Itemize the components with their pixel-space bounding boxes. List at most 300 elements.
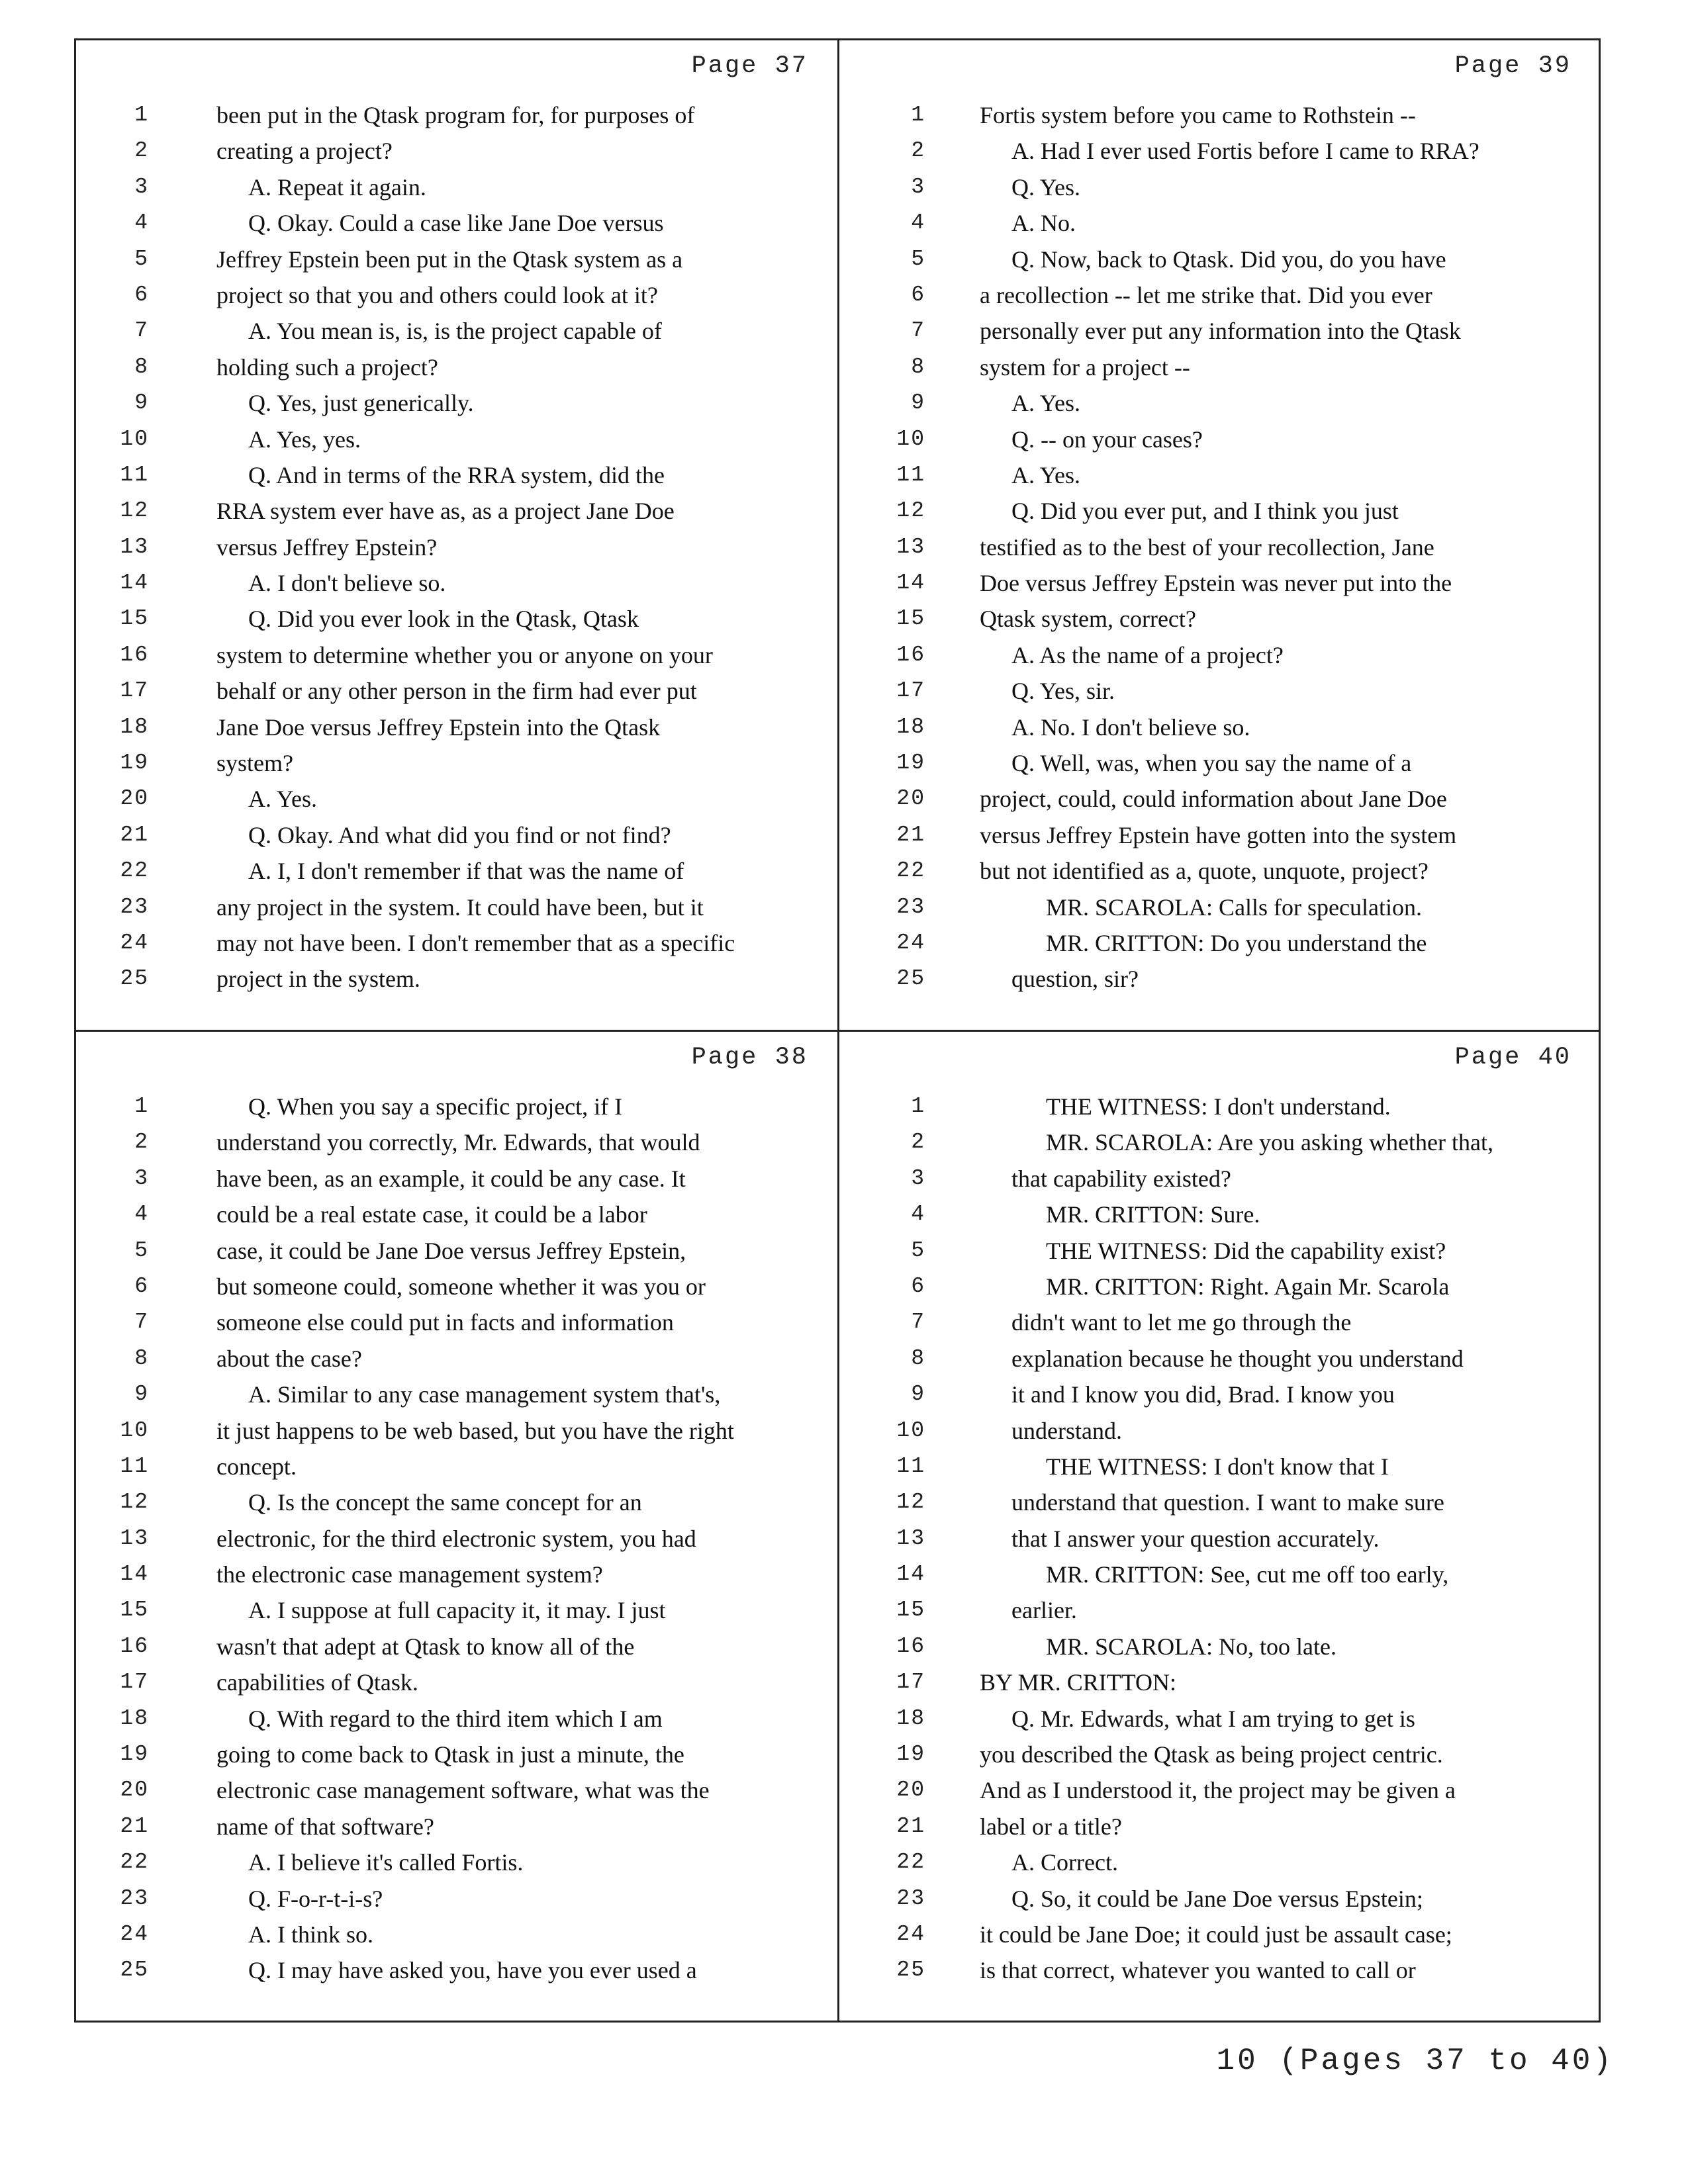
line-text: Q. Well, was, when you say the name of a (1011, 750, 1412, 777)
line-text: system to determine whether you or anyone on your (216, 641, 713, 668)
transcript-sheet (74, 38, 1601, 2023)
line-text: And as I understood it, the project may be given a (980, 1777, 1456, 1804)
page-37-panel (76, 40, 837, 1030)
line-number: 4 (134, 1202, 149, 1227)
transcript-line (839, 1414, 1601, 1450)
transcript-line (839, 1522, 1601, 1558)
line-number: 2 (911, 1130, 925, 1155)
line-text: Q. -- on your cases? (1011, 426, 1203, 453)
line-text: about the case? (216, 1345, 362, 1372)
line-text: Q. So, it could be Jane Doe versus Epstein; (1011, 1885, 1423, 1912)
line-number: 11 (896, 462, 925, 487)
page-40-lines (839, 1090, 1601, 1990)
line-text: holding such a project? (216, 353, 438, 381)
line-number: 7 (911, 318, 925, 343)
line-text: it could be Jane Doe; it could just be assault case; (980, 1921, 1452, 1948)
transcript-line (76, 1486, 837, 1522)
line-number: 8 (134, 1345, 149, 1371)
line-text: MR. SCAROLA: Are you asking whether that, (1046, 1129, 1493, 1156)
page-range-footer: 10 (Pages 37 to 40) (1216, 2044, 1614, 2078)
line-text: Q. Yes. (1011, 173, 1081, 201)
transcript-line (76, 1882, 837, 1918)
line-number: 22 (896, 1850, 925, 1875)
transcript-line (839, 314, 1601, 350)
transcript-line (839, 351, 1601, 387)
line-text: is that correct, whatever you wanted to call or (980, 1957, 1416, 1984)
line-number: 16 (896, 642, 925, 667)
line-number: 3 (911, 1165, 925, 1191)
line-text: Q. And in terms of the RRA system, did the (248, 461, 665, 488)
transcript-line (76, 1594, 837, 1629)
line-number: 9 (134, 1382, 149, 1407)
line-number: 21 (896, 1813, 925, 1839)
line-number: 7 (134, 1310, 149, 1335)
line-number: 18 (896, 1706, 925, 1731)
transcript-line (839, 1630, 1601, 1666)
line-text: A. I believe it's called Fortis. (248, 1849, 524, 1876)
transcript-line (839, 1738, 1601, 1774)
transcript-line (76, 1954, 837, 1989)
transcript-line (839, 171, 1601, 206)
line-number: 18 (120, 1706, 149, 1731)
page-39-panel (839, 40, 1601, 1030)
line-text: Q. Yes, sir. (1011, 678, 1115, 705)
line-text: MR. SCAROLA: Calls for speculation. (1046, 893, 1422, 921)
line-number: 20 (896, 1778, 925, 1803)
line-text: project, could, could information about Jane Doe (980, 786, 1447, 813)
line-number: 19 (120, 751, 149, 776)
line-number: 15 (120, 606, 149, 631)
line-number: 6 (134, 282, 149, 307)
transcript-line (76, 1918, 837, 1954)
transcript-line (76, 206, 837, 242)
line-text: Q. Is the concept the same concept for an (248, 1489, 642, 1516)
transcript-line (76, 1342, 837, 1378)
line-text: system for a project -- (980, 353, 1190, 381)
transcript-line (76, 927, 837, 962)
page-38-panel (76, 1032, 837, 2021)
line-number: 6 (911, 282, 925, 307)
line-text: MR. CRITTON: Sure. (1046, 1201, 1260, 1228)
transcript-line (839, 1198, 1601, 1234)
line-number: 5 (911, 246, 925, 271)
transcript-line (76, 134, 837, 170)
line-text: A. You mean is, is, is the project capable of (248, 318, 662, 345)
line-text: A. Yes. (248, 786, 318, 813)
line-text: any project in the system. It could have been, but it (216, 893, 704, 921)
line-text: going to come back to Qtask in just a minute, the (216, 1741, 684, 1768)
line-text: been put in the Qtask program for, for purposes of (216, 102, 695, 128)
line-number: 19 (896, 751, 925, 776)
line-number: 4 (911, 1202, 925, 1227)
transcript-line (839, 134, 1601, 170)
line-number: 23 (896, 1886, 925, 1911)
transcript-line (839, 639, 1601, 674)
transcript-line (76, 602, 837, 638)
line-text: the electronic case management system? (216, 1561, 603, 1588)
line-text: have been, as an example, it could be any case. It (216, 1165, 686, 1192)
line-number: 22 (120, 858, 149, 884)
line-number: 14 (896, 1562, 925, 1587)
line-text: Jeffrey Epstein been put in the Qtask system as a (216, 246, 683, 273)
transcript-line (839, 423, 1601, 459)
line-number: 21 (896, 822, 925, 847)
transcript-line (76, 494, 837, 530)
line-number: 11 (120, 1453, 149, 1479)
line-text: THE WITNESS: I don't understand. (1046, 1093, 1391, 1120)
line-number: 4 (911, 210, 925, 236)
transcript-line (839, 1090, 1601, 1126)
line-text: A. I, I don't remember if that was the name of (248, 858, 684, 885)
line-number: 11 (120, 462, 149, 487)
line-text: A. I suppose at full capacity it, it may. I just (248, 1597, 666, 1624)
line-text: it just happens to be web based, but you have the right (216, 1417, 734, 1444)
line-number: 1 (134, 103, 149, 127)
line-text: versus Jeffrey Epstein? (216, 533, 438, 561)
line-number: 13 (120, 534, 149, 559)
line-text: understand that question. I want to make sure (1011, 1489, 1444, 1516)
transcript-line (839, 1342, 1601, 1378)
line-number: 23 (120, 894, 149, 919)
transcript-line (76, 962, 837, 998)
transcript-line (76, 1558, 837, 1594)
transcript-line (839, 1954, 1601, 1989)
line-number: 17 (896, 1670, 925, 1695)
line-number: 3 (911, 174, 925, 199)
transcript-line (76, 1414, 837, 1450)
line-text: project in the system. (216, 966, 420, 993)
line-text: A. Yes. (1011, 461, 1081, 488)
transcript-line (76, 639, 837, 674)
line-text: testified as to the best of your recollection, Jane (980, 533, 1434, 561)
transcript-line (839, 387, 1601, 422)
line-number: 6 (134, 1273, 149, 1298)
line-number: 24 (120, 930, 149, 955)
transcript-line (839, 1126, 1601, 1161)
page-39-label: Page 39 (1454, 52, 1571, 80)
line-text: Q. F-o-r-t-i-s? (248, 1885, 383, 1912)
line-text: Q. Okay. Could a case like Jane Doe versus (248, 210, 664, 237)
line-number: 2 (911, 138, 925, 163)
line-text: capabilities of Qtask. (216, 1669, 418, 1696)
transcript-line (76, 711, 837, 747)
page-37-label: Page 37 (691, 52, 808, 80)
line-number: 5 (134, 1238, 149, 1263)
transcript-line (76, 1378, 837, 1414)
line-text: Q. Did you ever look in the Qtask, Qtask (248, 606, 639, 633)
transcript-line (839, 1486, 1601, 1522)
page-37-lines (76, 99, 837, 999)
transcript-line (839, 1594, 1601, 1629)
transcript-line (76, 459, 837, 494)
line-text: but not identified as a, quote, unquote, project? (980, 858, 1429, 885)
line-number: 15 (896, 606, 925, 631)
transcript-line (839, 279, 1601, 314)
transcript-line (76, 782, 837, 818)
line-text: it and I know you did, Brad. I know you (1011, 1381, 1395, 1408)
transcript-line (76, 99, 837, 134)
line-number: 20 (120, 1778, 149, 1803)
line-number: 8 (911, 1345, 925, 1371)
line-text: system? (216, 750, 293, 777)
transcript-line (839, 1558, 1601, 1594)
line-number: 7 (911, 1310, 925, 1335)
line-text: name of that software? (216, 1813, 434, 1840)
line-number: 17 (120, 678, 149, 704)
line-number: 1 (911, 1094, 925, 1118)
line-number: 12 (896, 498, 925, 523)
line-text: Q. With regard to the third item which I am (248, 1705, 663, 1732)
line-number: 25 (120, 966, 149, 991)
transcript-line (76, 1270, 837, 1306)
line-text: A. Yes. (1011, 390, 1081, 417)
line-number: 13 (896, 1525, 925, 1551)
line-text: may not have been. I don't remember that as a specific (216, 929, 735, 956)
line-text: creating a project? (216, 138, 393, 165)
transcript-line (839, 1270, 1601, 1306)
line-number: 13 (120, 1525, 149, 1551)
line-text: that I answer your question accurately. (1011, 1525, 1380, 1552)
transcript-line (76, 1774, 837, 1809)
transcript-line (839, 99, 1601, 134)
line-number: 25 (120, 1958, 149, 1983)
transcript-line (839, 674, 1601, 710)
line-number: 14 (120, 570, 149, 596)
line-number: 12 (120, 1490, 149, 1515)
line-text: Q. Mr. Edwards, what I am trying to get is (1011, 1705, 1415, 1732)
transcript-line (76, 1522, 837, 1558)
line-text: a recollection -- let me strike that. Did you ever (980, 281, 1432, 308)
line-number: 15 (120, 1598, 149, 1623)
line-text: Q. Okay. And what did you find or not find? (248, 821, 671, 848)
line-number: 9 (911, 1382, 925, 1407)
line-number: 10 (896, 1418, 925, 1443)
transcript-line (839, 567, 1601, 602)
line-text: versus Jeffrey Epstein have gotten into the system (980, 821, 1457, 848)
line-number: 12 (120, 498, 149, 523)
line-number: 9 (134, 390, 149, 416)
line-text: THE WITNESS: Did the capability exist? (1046, 1237, 1446, 1264)
transcript-line (839, 891, 1601, 927)
line-number: 10 (120, 1418, 149, 1443)
line-number: 16 (896, 1633, 925, 1659)
transcript-line (839, 1450, 1601, 1486)
transcript-line (839, 962, 1601, 998)
transcript-line (839, 854, 1601, 890)
transcript-line (76, 1846, 837, 1882)
line-text: Q. When you say a specific project, if I (248, 1093, 623, 1120)
line-text: understand. (1011, 1417, 1122, 1444)
transcript-line (76, 387, 837, 422)
line-number: 23 (896, 894, 925, 919)
line-text: electronic, for the third electronic system, you had (216, 1525, 696, 1552)
line-text: A. Correct. (1011, 1849, 1118, 1876)
page-38-lines (76, 1090, 837, 1990)
transcript-line (76, 1234, 837, 1270)
line-number: 5 (134, 246, 149, 271)
line-text: MR. CRITTON: Right. Again Mr. Scarola (1046, 1273, 1450, 1300)
line-text: Qtask system, correct? (980, 606, 1196, 633)
line-number: 19 (896, 1742, 925, 1767)
line-text: label or a title? (980, 1813, 1122, 1840)
line-number: 17 (120, 1670, 149, 1695)
transcript-line (839, 1378, 1601, 1414)
line-text: MR. CRITTON: Do you understand the (1046, 929, 1427, 956)
line-number: 22 (896, 858, 925, 884)
transcript-line (76, 243, 837, 279)
transcript-line (839, 1774, 1601, 1809)
line-text: didn't want to let me go through the (1011, 1309, 1352, 1336)
line-number: 16 (120, 1633, 149, 1659)
line-text: Doe versus Jeffrey Epstein was never put into the (980, 570, 1452, 597)
transcript-line (839, 782, 1601, 818)
line-number: 8 (134, 354, 149, 379)
transcript-line (839, 1882, 1601, 1918)
line-number: 11 (896, 1453, 925, 1479)
line-number: 2 (134, 138, 149, 163)
line-text: electronic case management software, what was the (216, 1777, 710, 1804)
line-number: 5 (911, 1238, 925, 1263)
transcript-line (839, 711, 1601, 747)
line-text: A. I don't believe so. (248, 570, 446, 597)
line-number: 14 (120, 1562, 149, 1587)
line-number: 3 (134, 174, 149, 199)
line-text: question, sir? (1011, 966, 1139, 993)
transcript-line (76, 1090, 837, 1126)
line-number: 14 (896, 570, 925, 596)
transcript-line (76, 819, 837, 854)
line-number: 24 (896, 930, 925, 955)
line-number: 25 (896, 1958, 925, 1983)
line-text: Q. I may have asked you, have you ever used a (248, 1957, 697, 1984)
line-text: earlier. (1011, 1597, 1077, 1624)
line-number: 2 (134, 1130, 149, 1155)
line-number: 21 (120, 822, 149, 847)
line-number: 8 (911, 354, 925, 379)
transcript-line (839, 494, 1601, 530)
line-number: 19 (120, 1742, 149, 1767)
transcript-line (76, 1666, 837, 1702)
transcript-line (76, 171, 837, 206)
line-number: 10 (896, 426, 925, 451)
transcript-line (76, 351, 837, 387)
line-text: personally ever put any information into the Qtask (980, 318, 1461, 345)
page-39-lines (839, 99, 1601, 999)
transcript-line (839, 1234, 1601, 1270)
line-number: 21 (120, 1813, 149, 1839)
transcript-line (839, 459, 1601, 494)
transcript-line (839, 1918, 1601, 1954)
transcript-line (76, 567, 837, 602)
transcript-line (839, 1846, 1601, 1882)
line-number: 15 (896, 1598, 925, 1623)
line-text: Q. Now, back to Qtask. Did you, do you have (1011, 246, 1446, 273)
line-number: 20 (120, 786, 149, 811)
line-text: someone else could put in facts and information (216, 1309, 674, 1336)
line-text: A. Repeat it again. (248, 173, 426, 201)
transcript-line (76, 854, 837, 890)
page-40-panel (839, 1032, 1601, 2021)
transcript-line (76, 279, 837, 314)
line-text: RRA system ever have as, as a project Jane Doe (216, 498, 675, 525)
transcript-line (839, 531, 1601, 567)
line-number: 1 (911, 103, 925, 127)
line-number: 23 (120, 1886, 149, 1911)
line-number: 25 (896, 966, 925, 991)
line-number: 24 (896, 1921, 925, 1946)
transcript-line (76, 423, 837, 459)
line-text: A. I think so. (248, 1921, 373, 1948)
transcript-line (839, 206, 1601, 242)
transcript-line (839, 819, 1601, 854)
line-text: A. Had I ever used Fortis before I came to RRA? (1011, 138, 1479, 165)
transcript-line (839, 243, 1601, 279)
transcript-line (76, 1126, 837, 1161)
line-text: A. Similar to any case management system that's, (248, 1381, 721, 1408)
transcript-line (839, 602, 1601, 638)
page-38-label: Page 38 (691, 1044, 808, 1071)
line-text: understand you correctly, Mr. Edwards, that would (216, 1129, 700, 1156)
line-number: 6 (911, 1273, 925, 1298)
line-number: 22 (120, 1850, 149, 1875)
line-text: wasn't that adept at Qtask to know all of the (216, 1633, 635, 1660)
line-text: could be a real estate case, it could be a labor (216, 1201, 647, 1228)
line-text: Fortis system before you came to Rothstein -- (980, 102, 1416, 128)
line-number: 10 (120, 426, 149, 451)
transcript-line (839, 1666, 1601, 1702)
transcript-line (76, 1198, 837, 1234)
transcript-line (839, 1810, 1601, 1846)
line-number: 20 (896, 786, 925, 811)
line-number: 18 (896, 714, 925, 739)
transcript-line (76, 1810, 837, 1846)
line-text: MR. CRITTON: See, cut me off too early, (1046, 1561, 1449, 1588)
transcript-line (839, 1162, 1601, 1198)
line-number: 1 (134, 1094, 149, 1118)
line-text: project so that you and others could look at it? (216, 281, 658, 308)
line-number: 17 (896, 678, 925, 704)
line-number: 9 (911, 390, 925, 416)
transcript-line (76, 1450, 837, 1486)
transcript-line (839, 747, 1601, 782)
transcript-line (76, 1702, 837, 1738)
page-40-label: Page 40 (1454, 1044, 1571, 1071)
line-text: you described the Qtask as being project centric. (980, 1741, 1443, 1768)
transcript-line (76, 891, 837, 927)
transcript-line (839, 927, 1601, 962)
line-text: Jane Doe versus Jeffrey Epstein into the Qtask (216, 713, 661, 741)
line-text: THE WITNESS: I don't know that I (1046, 1453, 1389, 1480)
transcript-line (76, 1738, 837, 1774)
line-number: 3 (134, 1165, 149, 1191)
transcript-line (76, 1306, 837, 1342)
line-text: case, it could be Jane Doe versus Jeffrey Epstein, (216, 1237, 686, 1264)
line-text: Q. Yes, just generically. (248, 390, 474, 417)
line-number: 24 (120, 1921, 149, 1946)
line-text: behalf or any other person in the firm had ever put (216, 678, 697, 705)
transcript-line (76, 747, 837, 782)
transcript-line (76, 674, 837, 710)
transcript-line (76, 314, 837, 350)
line-text: A. As the name of a project? (1011, 641, 1284, 668)
line-text: A. Yes, yes. (248, 426, 361, 453)
line-number: 13 (896, 534, 925, 559)
transcript-line (76, 1630, 837, 1666)
line-text: but someone could, someone whether it was you or (216, 1273, 706, 1300)
line-number: 16 (120, 642, 149, 667)
transcript-line (76, 1162, 837, 1198)
line-number: 4 (134, 210, 149, 236)
